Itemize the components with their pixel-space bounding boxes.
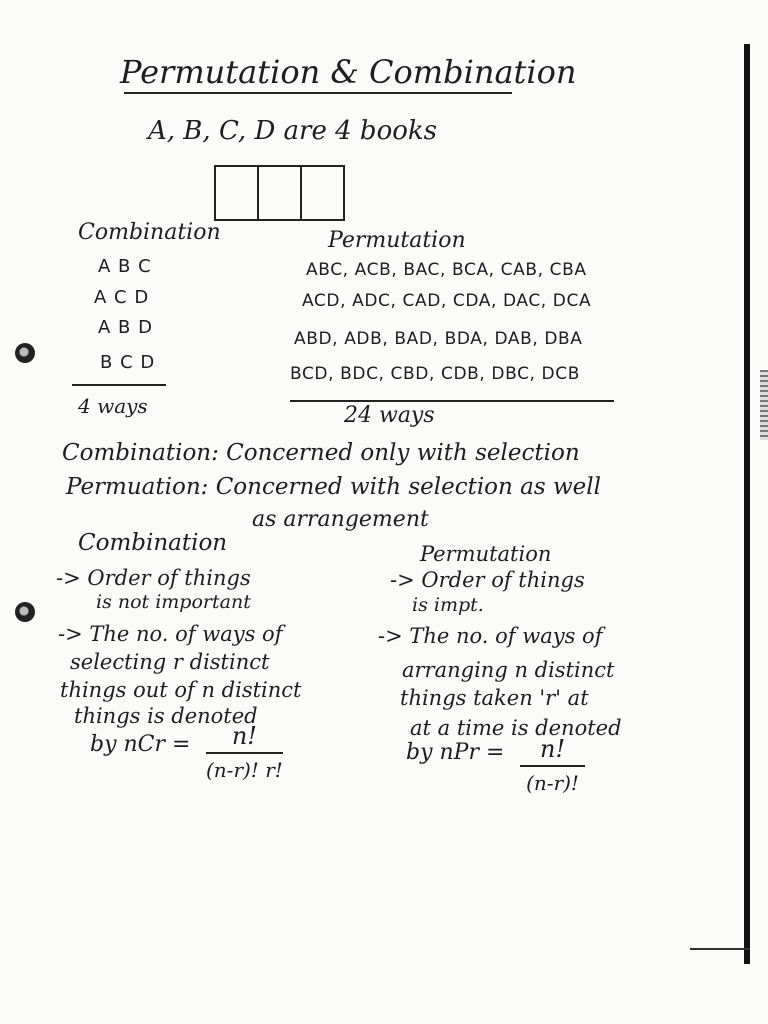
slot-box: [214, 165, 259, 221]
slot-box: [257, 165, 302, 221]
left-formula-prefix: by nCr =: [90, 732, 191, 757]
right-point2-line2: arranging n distinct: [402, 658, 615, 682]
permutation-item: ABC, ACB, BAC, BCA, CAB, CBA: [306, 260, 587, 280]
arrangement-boxes: [216, 165, 345, 221]
permutation-definition-cont: as arrangement: [252, 507, 429, 532]
formula-numerator: n!: [540, 735, 566, 763]
combination-heading: Combination: [78, 220, 221, 245]
slot-box: [300, 165, 345, 221]
permutation-item: BCD, BDC, CBD, CDB, DBC, DCB: [290, 364, 580, 384]
permutation-definition: Permuation: Concerned with selection as well: [66, 474, 601, 500]
permutation-heading: Permutation: [328, 228, 466, 253]
combination-total-rule: [72, 384, 166, 386]
intro-line: A, B, C, D are 4 books: [148, 116, 437, 146]
combination-item: B C D: [100, 352, 156, 373]
left-heading: Combination: [78, 530, 228, 556]
permutation-total: 24 ways: [344, 403, 435, 428]
title-underline: [124, 92, 512, 94]
punch-hole-bottom: [15, 602, 35, 622]
right-point1-line2: is impt.: [412, 594, 484, 616]
left-point1-line1: -> Order of things: [56, 566, 251, 590]
right-point2-line1: -> The no. of ways of: [378, 624, 603, 648]
right-formula-prefix: by nPr =: [406, 740, 505, 765]
combination-formula: [206, 722, 283, 782]
combination-item: A B D: [98, 317, 153, 338]
left-point1-line2: is not important: [96, 591, 251, 613]
page-edge-bottom: [690, 948, 750, 950]
combination-definition: Combination: Concerned only with selection: [62, 440, 580, 466]
combination-item: A C D: [94, 287, 150, 308]
right-heading: Permutation: [420, 542, 552, 566]
right-point2-line4: at a time is denoted: [410, 716, 622, 740]
page-title: Permutation & Combination: [120, 53, 577, 91]
left-point2-line4: things is denoted: [74, 704, 258, 728]
permutation-item: ABD, ADB, BAD, BDA, DAB, DBA: [294, 329, 583, 349]
left-point2-line3: things out of n distinct: [60, 678, 302, 702]
permutation-item: ACD, ADC, CAD, CDA, DAC, DCA: [302, 291, 592, 311]
right-point1-line1: -> Order of things: [390, 568, 585, 592]
left-point2-line2: selecting r distinct: [70, 650, 270, 674]
punch-hole-top: [15, 343, 35, 363]
formula-numerator: n!: [231, 722, 257, 750]
permutation-formula: [520, 735, 585, 795]
left-point2-line1: -> The no. of ways of: [58, 622, 283, 646]
permutation-total-rule: [290, 400, 614, 402]
edge-stripe: [760, 370, 768, 440]
combination-item: A B C: [98, 256, 152, 277]
formula-denominator: (n-r)! r!: [206, 758, 283, 782]
right-point2-line3: things taken 'r' at: [400, 686, 589, 710]
combination-total: 4 ways: [78, 394, 148, 418]
formula-denominator: (n-r)!: [526, 771, 579, 795]
page-edge: [744, 44, 750, 964]
